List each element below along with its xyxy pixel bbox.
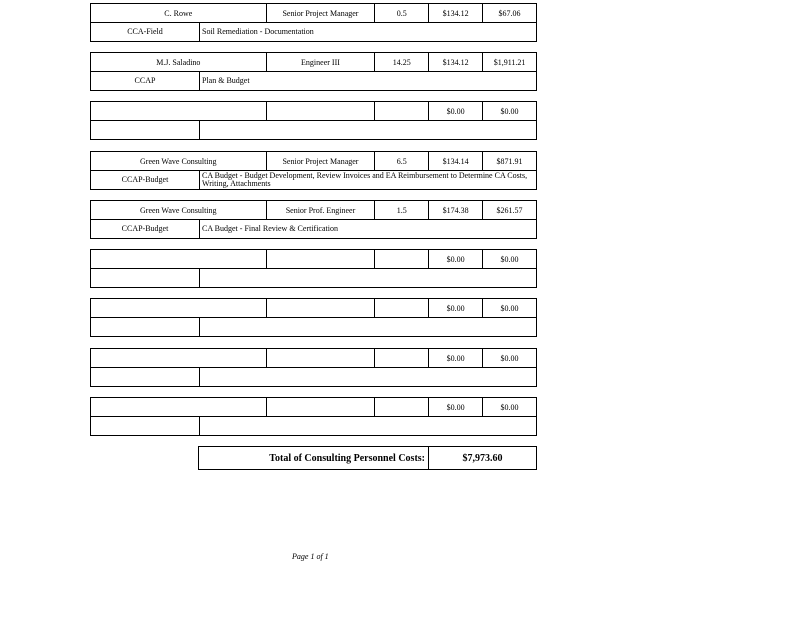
consultant-name xyxy=(91,250,266,268)
hours xyxy=(374,349,428,367)
task-category: CCAP-Budget xyxy=(121,224,169,233)
entry-main-row xyxy=(90,298,537,318)
job-title xyxy=(266,398,375,416)
task-description: CA Budget - Budget Development, Review Invoices and EA Reimbursement to Determine CA Costs, Writing, Attachments xyxy=(199,170,536,189)
personnel-entry-8 xyxy=(90,348,537,387)
task-category: CCAP-Budget xyxy=(121,175,169,184)
task-category xyxy=(91,120,199,139)
task-category: CCA-Field xyxy=(127,27,163,36)
entry-main-row xyxy=(90,249,537,269)
personnel-entry-1 xyxy=(90,3,537,42)
hourly-rate: $134.12 xyxy=(428,53,482,71)
line-cost: $0.00 xyxy=(482,349,536,367)
total-label: Total of Consulting Personnel Costs: xyxy=(269,452,425,464)
hours: 1.5 xyxy=(374,201,428,219)
entry-detail-row xyxy=(90,317,537,337)
entry-detail-row xyxy=(90,416,537,436)
consultant-name xyxy=(91,398,266,416)
task-category xyxy=(91,367,199,386)
page-number: Page 1 of 1 xyxy=(292,552,329,561)
total-value: $7,973.60 xyxy=(428,447,536,469)
entry-detail-row xyxy=(90,367,537,387)
entry-detail-row xyxy=(90,219,537,239)
line-cost: $0.00 xyxy=(482,299,536,317)
line-cost: $1,911.21 xyxy=(482,53,536,71)
line-cost: $0.00 xyxy=(482,398,536,416)
task-description: Soil Remediation - Documentation xyxy=(199,22,536,41)
job-title: Senior Project Manager xyxy=(266,152,375,170)
consultant-name xyxy=(91,349,266,367)
hours: 0.5 xyxy=(374,4,428,22)
hours xyxy=(374,250,428,268)
task-description xyxy=(199,416,536,435)
task-category xyxy=(91,416,199,435)
personnel-entry-2 xyxy=(90,52,537,91)
hourly-rate: $134.14 xyxy=(428,152,482,170)
line-cost: $67.06 xyxy=(482,4,536,22)
hours: 14.25 xyxy=(374,53,428,71)
job-title: Engineer III xyxy=(266,53,375,71)
personnel-entry-7 xyxy=(90,298,537,337)
hours xyxy=(374,398,428,416)
hourly-rate: $134.12 xyxy=(428,4,482,22)
consultant-name: Green Wave Consulting xyxy=(140,156,217,166)
consultant-name xyxy=(91,299,266,317)
consultant-name: Green Wave Consulting xyxy=(140,205,217,215)
consultant-name xyxy=(91,102,266,120)
task-description xyxy=(199,317,536,336)
personnel-entry-9 xyxy=(90,397,537,436)
personnel-entry-5 xyxy=(90,200,537,239)
hourly-rate: $0.00 xyxy=(428,398,482,416)
personnel-entry-3 xyxy=(90,101,537,140)
task-category: CCAP xyxy=(134,76,156,85)
entry-detail-row xyxy=(90,120,537,140)
job-title xyxy=(266,250,375,268)
line-cost: $871.91 xyxy=(482,152,536,170)
consultant-name: M.J. Saladino xyxy=(156,57,201,67)
hours xyxy=(374,299,428,317)
line-cost: $261.57 xyxy=(482,201,536,219)
personnel-entry-6 xyxy=(90,249,537,288)
task-description xyxy=(199,120,536,139)
job-title: Senior Prof. Engineer xyxy=(266,201,375,219)
hourly-rate: $174.38 xyxy=(428,201,482,219)
hours: 6.5 xyxy=(374,152,428,170)
entry-main-row xyxy=(90,200,537,220)
job-title xyxy=(266,102,375,120)
hourly-rate: $0.00 xyxy=(428,349,482,367)
job-title xyxy=(266,299,375,317)
task-category xyxy=(91,268,199,287)
entry-detail-row xyxy=(90,268,537,288)
hours xyxy=(374,102,428,120)
hourly-rate: $0.00 xyxy=(428,102,482,120)
hourly-rate: $0.00 xyxy=(428,299,482,317)
total-row xyxy=(198,446,537,470)
entry-detail-row xyxy=(90,170,537,190)
job-title: Senior Project Manager xyxy=(266,4,375,22)
hourly-rate: $0.00 xyxy=(428,250,482,268)
personnel-entry-4 xyxy=(90,151,537,190)
entry-main-row xyxy=(90,348,537,368)
entry-detail-row xyxy=(90,71,537,91)
job-title xyxy=(266,349,375,367)
entry-main-row xyxy=(90,397,537,417)
line-cost: $0.00 xyxy=(482,250,536,268)
entry-main-row xyxy=(90,151,537,171)
entry-detail-row xyxy=(90,22,537,42)
entry-main-row xyxy=(90,3,537,23)
task-description: Plan & Budget xyxy=(199,71,536,90)
entry-main-row xyxy=(90,52,537,72)
consultant-name: C. Rowe xyxy=(164,8,193,18)
task-category xyxy=(91,317,199,336)
task-description xyxy=(199,268,536,287)
line-cost: $0.00 xyxy=(482,102,536,120)
entry-main-row xyxy=(90,101,537,121)
task-description: CA Budget - Final Review & Certification xyxy=(199,219,536,238)
task-description xyxy=(199,367,536,386)
